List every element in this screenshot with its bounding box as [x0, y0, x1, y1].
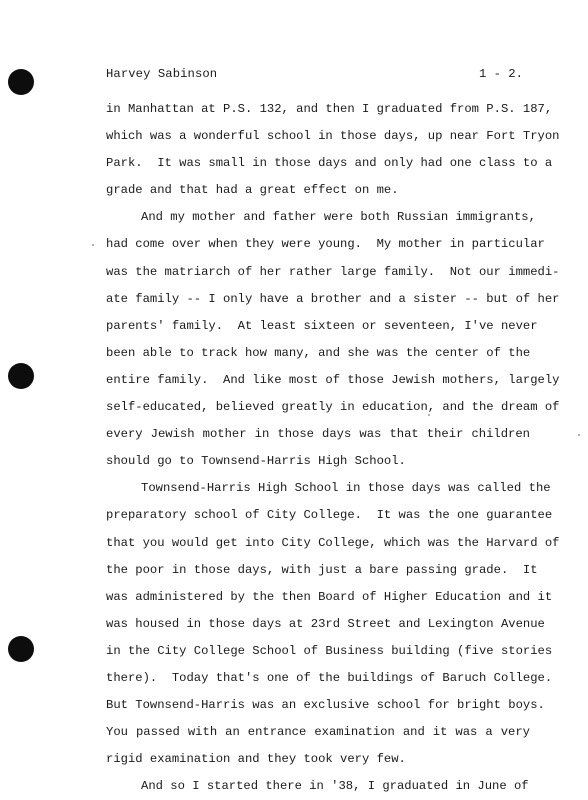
transcript-line: every Jewish mother in those days was that their children	[106, 427, 530, 442]
transcript-line: the poor in those days, with just a bare passing grade. It	[106, 562, 538, 577]
transcript-line: that you would get into City College, which was the Harvard of	[106, 535, 560, 550]
transcript-line: was administered by the then Board of Higher Education and it	[106, 589, 553, 604]
transcript-line: was housed in those days at 23rd Street and Lexington Avenue	[106, 616, 545, 631]
transcript-line: And so I started there in '38, I graduated in June of	[141, 779, 529, 794]
scan-speck	[578, 434, 580, 436]
transcript-line: grade and that had a great effect on me.	[106, 183, 399, 198]
transcript-line: rigid examination and they took very few.	[106, 752, 406, 767]
transcript-line: had come over when they were young. My mother in particular	[106, 237, 545, 252]
transcript-line: in Manhattan at P.S. 132, and then I graduated from P.S. 187,	[106, 102, 553, 116]
transcript-line: parents' family. At least sixteen or seventeen, I've never	[106, 318, 538, 333]
page-number: 1 - 2.	[479, 67, 523, 81]
transcript-line: But Townsend-Harris was an exclusive school for bright boys.	[106, 698, 545, 713]
transcript-line: You passed with an entrance examination and it was a very	[106, 725, 530, 740]
punch-hole-top	[8, 69, 34, 95]
transcript-line: there). Today that's one of the buildings of Baruch College.	[106, 670, 553, 685]
transcript-body	[106, 96, 560, 800]
transcript-line: which was a wonderful school in those days, up near Fort Tryon	[106, 129, 560, 144]
transcript-line: ate family -- I only have a brother and a sister -- but of her	[106, 291, 560, 306]
scan-speck	[92, 244, 94, 246]
transcript-line: Park. It was small in those days and only had one class to a	[106, 156, 553, 171]
interviewee-name: Harvey Sabinson	[106, 67, 218, 81]
transcript-line: in the City College School of Business building (five stories	[106, 643, 553, 658]
transcript-line: And my mother and father were both Russian immigrants,	[141, 210, 536, 225]
transcript-line: was the matriarch of her rather large family. Not our immedi-	[106, 264, 560, 279]
transcript-line: preparatory school of City College. It was the one guarantee	[106, 508, 553, 523]
transcript-line: been able to track how many, and she was the center of the	[106, 345, 531, 360]
transcript-line: should go to Townsend-Harris High School.	[106, 454, 406, 469]
transcript-line: Townsend-Harris High School in those days was called the	[141, 481, 551, 496]
transcript-line: self-educated, believed greatly in education, and the dream of	[106, 400, 560, 415]
scan-speck	[428, 414, 430, 416]
punch-hole-bottom	[8, 636, 34, 662]
transcript-line: entire family. And like most of those Jewish mothers, largely	[106, 372, 560, 387]
punch-hole-middle	[8, 363, 34, 389]
